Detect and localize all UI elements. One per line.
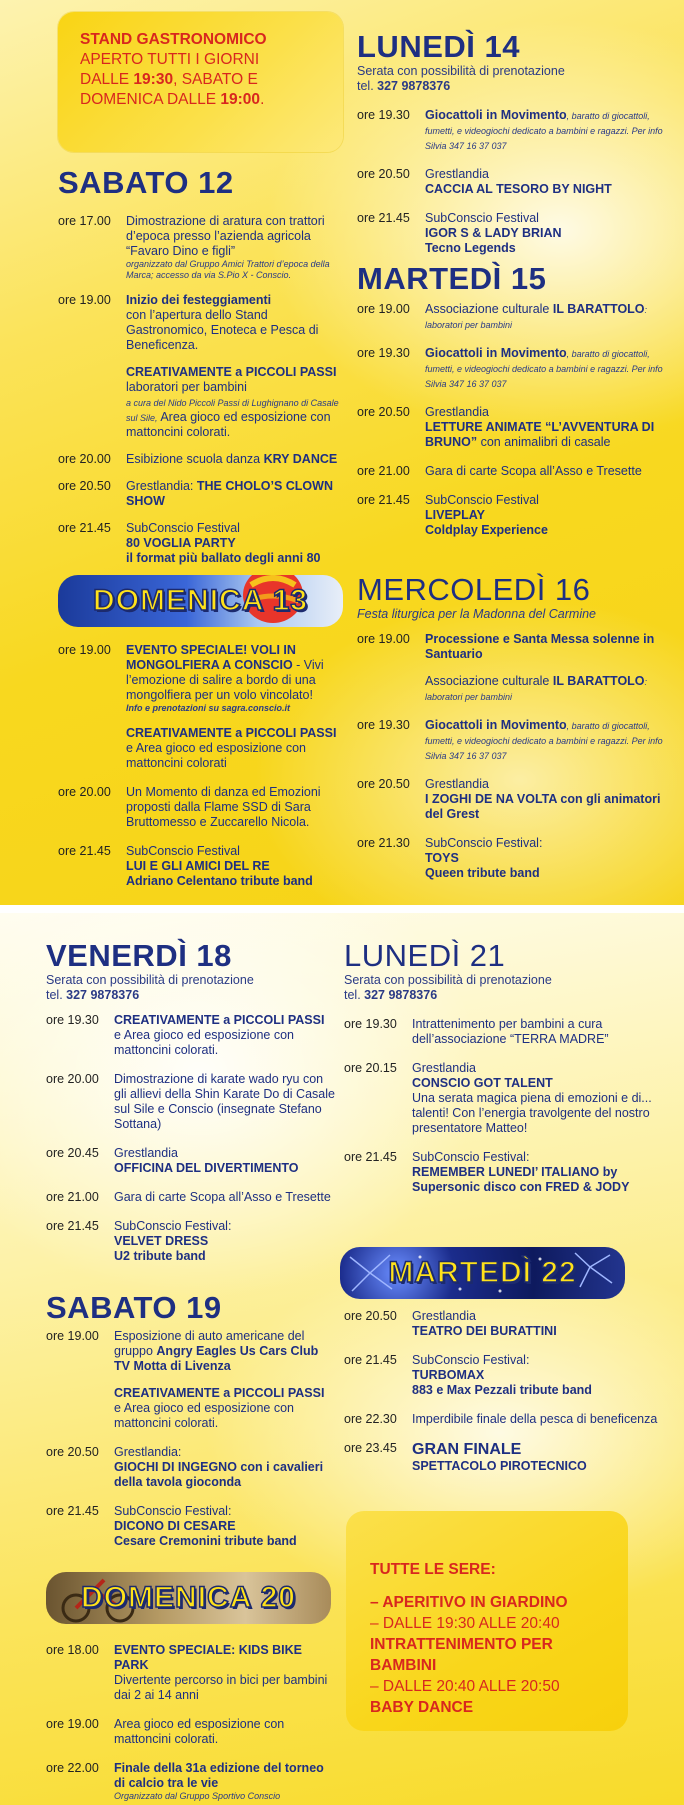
stand-gastronomico-box [58, 12, 343, 152]
event-text-2: Una serata magica piena di emozioni e di... talenti! Con l’energia travolgente del nostro presentatore Matteo! [412, 1091, 652, 1135]
event-row [357, 493, 667, 538]
event-row [344, 1309, 664, 1339]
event-note: Organizzato dal Gruppo Sportivo Conscio [114, 1791, 281, 1801]
phone-number: 327 9878376 [377, 79, 451, 93]
phone-label: tel. [357, 79, 378, 93]
event-row [46, 1504, 336, 1549]
event-text-2: laboratori per bambini [126, 380, 247, 394]
day-phone [344, 988, 664, 1003]
day-title: MERCOLEDÌ 16 [357, 572, 591, 607]
tutte-le-sere-text [370, 1559, 618, 1718]
event-text: Grestlandia [412, 1309, 476, 1323]
event-time: ore 22.00 [46, 1761, 99, 1775]
event-bold: Giocattoli in Movimento [425, 346, 567, 360]
event-bold-2: CREATIVAMENTE a PICCOLI PASSI [126, 365, 337, 379]
stand-line-4-post: . [260, 91, 265, 108]
day-subtitle: Festa liturgica per la Madonna del Carmine [357, 607, 597, 621]
event-time: ore 20.50 [58, 479, 111, 493]
event-text: Grestlandia [114, 1146, 178, 1160]
domenica-13-banner [58, 575, 343, 627]
event-big-title: GRAN FINALE [412, 1441, 522, 1458]
event-bold: I ZOGHI DE NA VOLTA con gli animatori del Grest [425, 792, 661, 821]
event-bold: Finale della 31a edizione del torneo di calcio tra le vie [114, 1761, 324, 1790]
event-text: SubConscio Festival: [412, 1353, 530, 1367]
event-row [46, 1445, 336, 1490]
event-text: Divertente percorso in bici per bambini dai 2 ai 14 anni [114, 1673, 328, 1702]
event-time: ore 20.50 [46, 1445, 99, 1459]
event-note: organizzato dal Gruppo Amici Trattori d’epoca della Marca; accesso da via S.Pio X - Conscio. [126, 259, 330, 280]
event-bold: 80 VOGLIA PARTY [126, 536, 236, 550]
stand-line-4-bold: 19:00 [220, 91, 261, 108]
event-time: ore 20.50 [357, 777, 410, 791]
event-time: ore 20.50 [357, 405, 410, 419]
martedi-22-banner [340, 1247, 625, 1299]
event-time: ore 19.00 [357, 302, 410, 316]
event-row [357, 211, 667, 256]
stand-line-1: STAND GASTRONOMICO [80, 31, 267, 48]
event-row [58, 521, 348, 566]
event-time: ore 21.45 [46, 1504, 99, 1518]
event-time: ore 21.00 [357, 464, 410, 478]
event-bold-2: CREATIVAMENTE a PICCOLI PASSI [126, 726, 337, 740]
event-bold-2: Tecno Legends [425, 241, 516, 255]
event-time: ore 21.45 [344, 1353, 397, 1367]
event-text: con l’apertura dello Stand Gastronomico, Enoteca e Pesca di Beneficenza. [126, 308, 319, 352]
event-time: ore 20.45 [46, 1146, 99, 1160]
event-bold-2: IL BARATTOLO [552, 674, 645, 688]
event-time: ore 20.00 [46, 1072, 99, 1086]
event-time: ore 17.00 [58, 214, 111, 228]
event-time: ore 21.45 [357, 211, 410, 225]
day-venerdi-18 [46, 939, 336, 1264]
event-text: e Area gioco ed esposizione con mattoncini colorati. [114, 1028, 294, 1057]
event-text: Imperdibile finale della pesca di beneficenza [412, 1412, 658, 1426]
event-row [344, 1061, 664, 1136]
event-text: Grestlandia: [114, 1445, 182, 1459]
event-time: ore 19.00 [46, 1717, 99, 1731]
event-time: ore 21.45 [344, 1150, 397, 1164]
event-row [357, 346, 667, 391]
day-lunedi-21 [344, 939, 664, 1195]
event-bold-2: Queen tribute band [425, 866, 540, 880]
event-text: Associazione culturale [425, 674, 553, 688]
event-bold: CREATIVAMENTE a PICCOLI PASSI [114, 1013, 325, 1027]
day-sabato-12 [58, 166, 348, 566]
stand-line-3-pre: DALLE [80, 71, 134, 88]
event-row [46, 1761, 336, 1802]
event-row [357, 167, 667, 197]
event-text: Grestlandia [412, 1061, 476, 1075]
event-row [344, 1441, 664, 1474]
event-bold-2: Adriano Celentano tribute band [126, 874, 313, 888]
tutte-le-sere-title: TUTTE LE SERE: [370, 1561, 496, 1578]
event-bold: VELVET DRESS [114, 1234, 209, 1248]
day-title: LUNEDÌ 21 [344, 938, 506, 973]
event-time: ore 19.30 [357, 108, 410, 122]
event-row [357, 777, 667, 822]
event-text: Grestlandia [425, 777, 489, 791]
stand-line-3 [80, 70, 333, 90]
event-row [357, 718, 667, 763]
day-subtitle: Serata con possibilità di prenotazione [46, 973, 254, 987]
event-bold: LUI E GLI AMICI DEL RE [126, 859, 270, 873]
tutte-le-sere-line-5: BABY DANCE [370, 1699, 474, 1716]
event-text: SubConscio Festival: [114, 1504, 232, 1518]
event-text: Intrattenimento per bambini a cura dell’associazione “TERRA MADRE” [412, 1017, 609, 1046]
event-row [357, 108, 667, 153]
event-text: SubConscio Festival: [412, 1150, 530, 1164]
event-row [344, 1412, 664, 1427]
event-time: ore 18.00 [46, 1643, 99, 1657]
event-text: Un Momento di danza ed Emozioni proposti dalla Flame SSD di Sara Bruttomesso e Zuccarello Nicola. [126, 785, 321, 829]
tutte-le-sere-line-1: – APERITIVO IN GIARDINO [370, 1594, 568, 1611]
event-text: SubConscio Festival [126, 521, 240, 535]
event-bold: REMEMBER LUNEDI’ ITALIANO by Supersonic disco con FRED & JODY [412, 1165, 630, 1194]
event-time: ore 20.50 [357, 167, 410, 181]
event-text: SubConscio Festival [425, 211, 539, 225]
event-row [58, 214, 348, 281]
event-row [46, 1643, 336, 1703]
domenica-20-banner [46, 1572, 331, 1624]
event-text: Grestlandia: [126, 479, 197, 493]
event-bold-2: CREATIVAMENTE a PICCOLI PASSI [114, 1386, 325, 1400]
event-time: ore 21.45 [58, 844, 111, 858]
event-text: Esposizione di auto americane del gruppo [114, 1329, 305, 1358]
event-text-2: e Area gioco ed esposizione con mattoncini colorati. [114, 1401, 294, 1430]
event-text: SubConscio Festival: [425, 836, 543, 850]
event-row [58, 844, 348, 889]
event-text: SubConscio Festival [425, 493, 539, 507]
event-bold: LETTURE ANIMATE “L’AVVENTURA DI BRUNO” [425, 420, 655, 449]
event-bold: THE CHOLO’S CLOWN SHOW [126, 479, 333, 508]
event-bold-2: Cesare Cremonini tribute band [114, 1534, 297, 1548]
event-text: Esibizione scuola danza [126, 452, 264, 466]
event-row [46, 1013, 336, 1058]
event-time: ore 20.15 [344, 1061, 397, 1075]
event-text-2: con animalibri di casale [477, 435, 611, 449]
banner-title: MARTEDÌ 22 [388, 1256, 577, 1289]
event-time: ore 21.45 [357, 493, 410, 507]
event-time: ore 19.30 [357, 718, 410, 732]
event-text: Grestlandia [425, 405, 489, 419]
event-time: ore 21.00 [46, 1190, 99, 1204]
day-title: VENERDÌ 18 [46, 938, 232, 973]
event-bold: CACCIA AL TESORO BY NIGHT [425, 182, 612, 196]
event-time: ore 21.45 [58, 521, 111, 535]
event-bold: Angry Eagles Us Cars Club TV Motta di Livenza [114, 1344, 319, 1373]
event-row [58, 785, 348, 830]
banner-title: DOMENICA 20 [81, 1581, 296, 1614]
event-bold-2: U2 tribute band [114, 1249, 206, 1263]
event-bold: OFFICINA DEL DIVERTIMENTO [114, 1161, 299, 1175]
day-martedi-15 [357, 262, 667, 538]
event-bold: IL BARATTOLO [552, 302, 645, 316]
event-row [344, 1150, 664, 1195]
day-mercoledi-16 [357, 573, 667, 881]
stand-line-4-pre: DOMENICA DALLE [80, 91, 221, 108]
event-bold: Processione e Santa Messa solenne in Santuario [425, 632, 655, 661]
day-subtitle: Serata con possibilità di prenotazione [344, 973, 552, 987]
event-row [58, 452, 348, 467]
day-title: MARTEDÌ 15 [357, 261, 547, 296]
tutte-le-sere-line-3: INTRATTENIMENTO PER BAMBINI [370, 1636, 553, 1674]
event-bold: Inizio dei festeggiamenti [126, 293, 272, 307]
stand-text [80, 30, 333, 110]
event-time: ore 19.00 [46, 1329, 99, 1343]
event-bold-2: il format più ballato degli anni 80 [126, 551, 321, 565]
event-bold: TOYS [425, 851, 459, 865]
event-note: : laboratori per bambini [425, 305, 648, 330]
event-bold: TEATRO DEI BURATTINI [412, 1324, 557, 1338]
event-bold: KRY DANCE [263, 452, 338, 466]
event-row [46, 1329, 336, 1431]
event-note: , baratto di giocattoli, fumetti, e videogiochi dedicato a bambini e ragazzi. Per info Silvia 347 16 37 037 [425, 349, 663, 389]
event-note: , baratto di giocattoli, fumetti, e videogiochi dedicato a bambini e ragazzi. Per info Silvia 347 16 37 037 [425, 721, 663, 761]
phone-number: 327 9878376 [364, 988, 438, 1002]
day-lunedi-14 [357, 30, 667, 256]
event-text: SubConscio Festival: [114, 1219, 232, 1233]
event-row [46, 1219, 336, 1264]
event-bold-2: 883 e Max Pezzali tribute band [412, 1383, 592, 1397]
event-bold: DICONO DI CESARE [114, 1519, 236, 1533]
event-time: ore 19.30 [344, 1017, 397, 1031]
event-note: , baratto di giocattoli, fumetti, e videogiochi dedicato a bambini e ragazzi. Per info Silvia 347 16 37 037 [425, 111, 663, 151]
event-row [357, 302, 667, 332]
event-row [357, 464, 667, 479]
event-time: ore 19.30 [46, 1013, 99, 1027]
event-bold: GIOCHI DI INGEGNO con i cavalieri della tavola gioconda [114, 1460, 324, 1489]
event-time: ore 19.00 [58, 643, 111, 657]
day-domenica-20 [46, 1643, 336, 1802]
event-time: ore 19.00 [58, 293, 111, 307]
event-time: ore 19.00 [357, 632, 410, 646]
event-row [46, 1717, 336, 1747]
event-text: SubConscio Festival [126, 844, 240, 858]
event-row [58, 293, 348, 440]
event-row [46, 1072, 336, 1132]
event-bold: EVENTO SPECIALE: KIDS BIKE PARK [114, 1643, 302, 1672]
day-sabato-19 [46, 1291, 336, 1549]
banner-title: DOMENICA 13 [93, 584, 308, 617]
flyer-bottom-panel [0, 913, 684, 1805]
event-text: Area gioco ed esposizione con mattoncini colorati. [114, 1717, 285, 1746]
event-time: ore 21.30 [357, 836, 410, 850]
event-time: ore 23.45 [344, 1441, 397, 1455]
event-bold-2: Coldplay Experience [425, 523, 548, 537]
event-row [58, 643, 348, 771]
phone-label: tel. [344, 988, 365, 1002]
event-time: ore 19.30 [357, 346, 410, 360]
day-phone [357, 79, 667, 94]
event-row [357, 405, 667, 450]
day-title: SABATO 12 [58, 165, 234, 200]
event-time: ore 20.50 [344, 1309, 397, 1323]
event-bold: Giocattoli in Movimento [425, 108, 567, 122]
event-row [46, 1190, 336, 1205]
event-bold: SPETTACOLO PIROTECNICO [412, 1459, 587, 1473]
event-text-3: Area gioco ed esposizione con mattoncini colorati. [126, 410, 331, 439]
stand-line-3-bold: 19:30 [133, 71, 174, 88]
event-bold: Giocattoli in Movimento [425, 718, 567, 732]
tutte-le-sere-box [346, 1511, 628, 1731]
event-time: ore 20.00 [58, 452, 111, 466]
event-text: Dimostrazione di aratura con trattori d’epoca presso l’azienda agricola “Favaro Dino e figli” [126, 214, 325, 258]
event-bold: LIVEPLAY [425, 508, 485, 522]
event-text: Grestlandia [425, 167, 489, 181]
event-text: Gara di carte Scopa all’Asso e Tresette [425, 464, 642, 478]
phone-number: 327 9878376 [66, 988, 140, 1002]
event-text: Associazione culturale [425, 302, 553, 316]
event-time: ore 20.00 [58, 785, 111, 799]
event-time: ore 21.45 [46, 1219, 99, 1233]
event-row [357, 632, 667, 704]
event-bold: IGOR S & LADY BRIAN [425, 226, 562, 240]
event-bold: EVENTO SPECIALE! VOLI IN MONGOLFIERA A CONSCIO [126, 643, 296, 672]
event-text: Gara di carte Scopa all’Asso e Tresette [114, 1190, 331, 1204]
day-martedi-22 [344, 1309, 664, 1474]
stand-line-4 [80, 90, 333, 110]
event-text-2: e Area gioco ed esposizione con mattoncini colorati [126, 741, 306, 770]
event-bold: CONSCIO GOT TALENT [412, 1076, 553, 1090]
stand-line-2: APERTO TUTTI I GIORNI [80, 51, 260, 68]
event-note: : laboratori per bambini [425, 677, 648, 702]
event-time: ore 22.30 [344, 1412, 397, 1426]
day-phone [46, 988, 336, 1003]
event-text: Dimostrazione di karate wado ryu con gli allievi della Shin Karate Do di Casale sul Sile e Conscio (insegnate Stefano Sottana) [114, 1072, 335, 1131]
event-row [58, 479, 348, 509]
event-note: a cura del Nido Piccoli Passi di Lughignano di Casale sul Sile, [126, 398, 339, 423]
event-row [46, 1146, 336, 1176]
event-text: - Vivi l’emozione di salire a bordo di una mongolfiera per un volo vincolato! [126, 658, 324, 702]
phone-label: tel. [46, 988, 67, 1002]
day-title: LUNEDÌ 14 [357, 29, 520, 64]
day-domenica-13 [58, 643, 348, 889]
event-note: Info e prenotazioni su sagra.conscio.it [126, 703, 291, 713]
tutte-le-sere-line-4: – DALLE 20:40 ALLE 20:50 [370, 1678, 560, 1695]
day-subtitle: Serata con possibilità di prenotazione [357, 64, 565, 78]
event-row [344, 1353, 664, 1398]
tutte-le-sere-line-2: – DALLE 19:30 ALLE 20:40 [370, 1615, 560, 1632]
event-row [344, 1017, 664, 1047]
event-row [357, 836, 667, 881]
stand-line-3-post: , SABATO E [173, 71, 258, 88]
day-title: SABATO 19 [46, 1290, 222, 1325]
event-bold: TURBOMAX [412, 1368, 485, 1382]
